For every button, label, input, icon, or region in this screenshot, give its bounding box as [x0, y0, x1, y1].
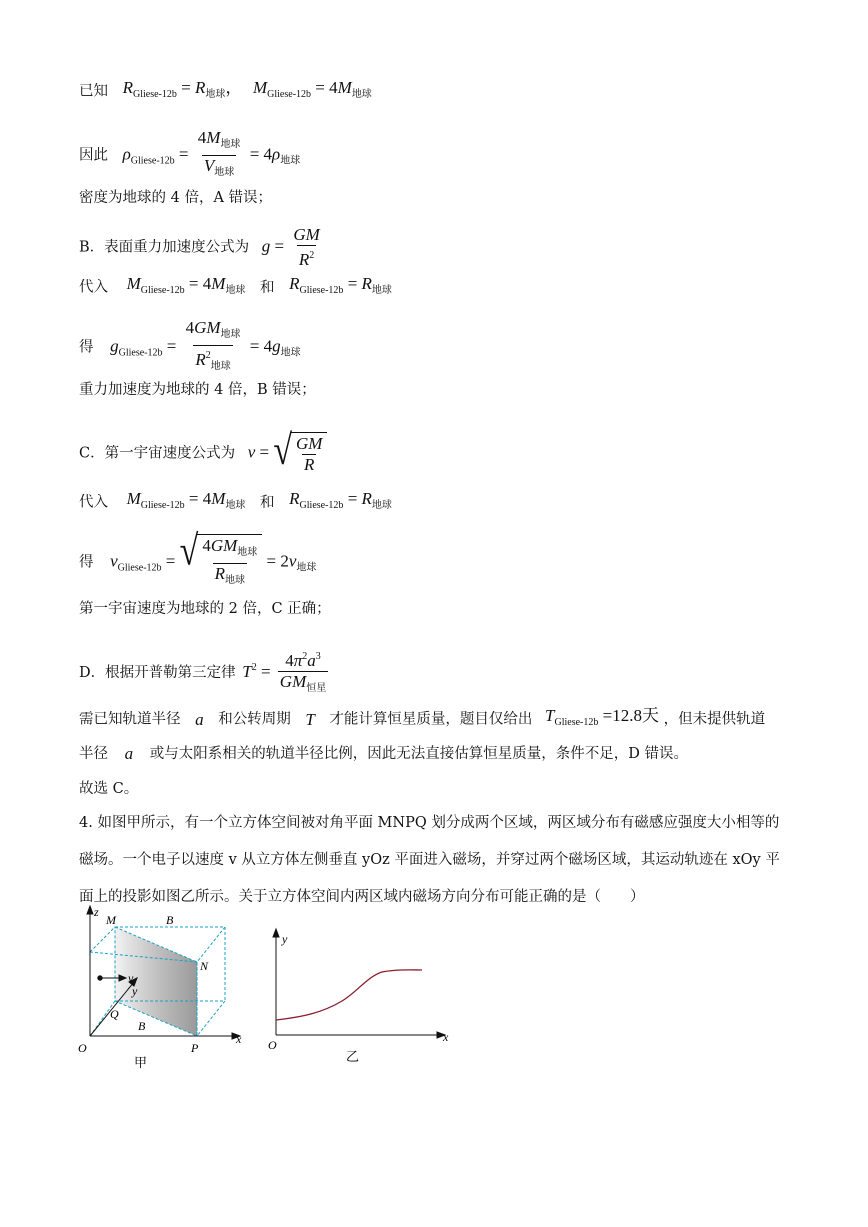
kepler-fraction: $\frac{4\pi^2a^3}{GM_{恒星}}$ [278, 647, 328, 699]
label-x: x [443, 1030, 449, 1044]
question-4-text: 4. 如图甲所示，有一个立方体空间被对角平面 MNPQ 划分成两个区域，两区域分布有磁感应强度大小相等的磁场。一个电子以速度 v 从立方体左侧垂直 yOz 平面进入磁场，并穿过两个磁场区域，其运动轨迹在 xOy 平面上的投影如图乙所示。关于立方体空间内两区域内磁场方向分布可能正确的是（ ） [79, 815, 780, 905]
mass-equation: $M_{Gliese-12b} = 4M_{地球}$ [252, 78, 372, 100]
earth-sub: 地球 [205, 89, 226, 100]
gliese-sub: Gliese-12b [117, 562, 162, 574]
label-o: O [268, 1038, 277, 1052]
density-line [79, 128, 300, 183]
label-y: y [132, 984, 138, 998]
label-b-top: B [166, 913, 174, 927]
earth-sub: 地球 [220, 329, 241, 340]
option-c-formula [79, 427, 327, 475]
earth-sub: 地球 [351, 89, 372, 100]
velocity-sqrt: √ $\frac{GM}{R}$ [273, 432, 327, 475]
velocity-result-sqrt: √ $\frac{4GM_{地球}}{R_{地球}}$ [180, 534, 263, 591]
substitute-label: 代入 [79, 494, 108, 511]
density-conclusion: 密度为地球的 4 倍，A 错误； [79, 190, 273, 206]
caption-yi: 乙 [346, 1049, 360, 1064]
label-y: y [282, 932, 288, 946]
label-z: z [94, 905, 99, 919]
result-label: 得 [79, 339, 94, 356]
label-m: M [106, 913, 116, 927]
label-n: N [200, 959, 209, 973]
gliese-sub: Gliese-12b [140, 500, 185, 511]
substitute-line-1 [79, 274, 392, 301]
earth-sub: 地球 [280, 155, 301, 167]
gravity-result: $g_{Gliese-12b}$ = $\frac{4GM_{地球}}{R^2_{地球}}$ = $4g_{地球}$ [110, 318, 301, 377]
star-sub: 恒星 [306, 683, 327, 694]
gliese-sub: Gliese-12b [140, 285, 185, 296]
gliese-sub: Gliese-12b [554, 717, 599, 728]
trajectory-curve [276, 970, 422, 1020]
period-text-b: 和公转周期 [218, 711, 291, 728]
symbol-a: a [124, 744, 134, 763]
and-label: 和 [260, 279, 275, 296]
gliese-sub: Gliese-12b [299, 500, 344, 511]
symbol-t: T [305, 709, 315, 729]
option-d-formula [79, 647, 331, 699]
period-text-d: ，但未提供轨道 [663, 711, 766, 728]
radius-substitution: $R_{Gliese-12b} = R_{地球}$ [289, 274, 392, 296]
therefore-label: 因此 [79, 147, 108, 164]
label-o: O [78, 1041, 87, 1055]
earth-sub: 地球 [296, 562, 317, 574]
density-fraction: $\frac{4M_{地球}}{V_{地球}}$ [196, 128, 243, 183]
gravity-formula: g = $\frac{GM}{R^2}$ [261, 225, 320, 269]
period-text-a: 需已知轨道半径 [79, 711, 181, 728]
gliese-sub: Gliese-12b [118, 347, 163, 359]
velocity-formula: v = √ $\frac{GM}{R}$ [248, 432, 328, 475]
figure-trajectory [262, 925, 462, 1070]
answer-line: 故选 C。 [79, 781, 139, 797]
label-x: x [236, 1032, 242, 1046]
velocity-result-fraction: $\frac{4GM_{地球}}{R_{地球}}$ [200, 536, 259, 591]
radius-substitution: $R_{Gliese-12b} = R_{地球}$ [289, 489, 392, 511]
symbol-a: a [195, 709, 204, 729]
option-c-label: C．第一宇宙速度公式为 [79, 445, 236, 462]
gravity-conclusion: 重力加速度为地球的 4 倍，B 错误； [79, 382, 316, 398]
trajectory-axes [273, 929, 445, 1038]
earth-sub: 地球 [214, 167, 235, 178]
figure-cube [70, 902, 260, 1072]
gliese-sub: Gliese-12b [299, 285, 344, 296]
result-label: 得 [79, 554, 94, 571]
gravity-result-fraction: $\frac{4GM_{地球}}{R^2_{地球}}$ [184, 318, 243, 377]
period-value-eq: $T_{Gliese-12b} =12.8$天 [545, 706, 659, 728]
period-value: 12.8天 [612, 706, 659, 725]
gliese-sub: Gliese-12b [133, 89, 177, 100]
radius-equation: $R_{Gliese-12b} = R_{地球}$， [122, 78, 243, 100]
gliese-sub: Gliese-12b [267, 89, 312, 100]
kepler-formula: $T^2$ = $\frac{4\pi^2a^3}{GM_{恒星}}$ [242, 647, 331, 699]
velocity-conclusion: 第一宇宙速度为地球的 2 倍，C 正确； [79, 601, 331, 617]
radius-line [79, 744, 688, 764]
earth-sub: 地球 [210, 361, 231, 372]
gliese-sub: Gliese-12b [130, 155, 175, 167]
label-q: Q [110, 1007, 119, 1021]
density-equation: $\rho_{Gliese-12b}$ = $\frac{4M_{地球}}{V_{地球}}$ = $4\rho_{地球}$ [123, 128, 301, 183]
mass-substitution: $M_{Gliese-12b} = 4M_{地球}$ [126, 274, 246, 296]
velocity-arrow [98, 975, 126, 981]
earth-sub: 地球 [224, 575, 245, 586]
velocity-result-line [79, 528, 317, 591]
option-b-label: B．表面重力加速度公式为 [79, 239, 250, 256]
earth-sub: 地球 [237, 547, 258, 558]
and-label: 和 [260, 494, 275, 511]
velocity-fraction: $\frac{GM}{R}$ [296, 434, 323, 474]
substitute-line-2 [79, 489, 392, 516]
label-p: P [191, 1041, 199, 1055]
label-b-bottom: B [138, 1019, 146, 1033]
velocity-result: $v_{Gliese-12b}$ = √ $\frac{4GM_{地球}}{R_{地球}}$ = $2v_{地球}$ [110, 534, 316, 591]
mass-substitution: $M_{Gliese-12b} = 4M_{地球}$ [126, 489, 246, 511]
period-text-c: 才能计算恒星质量，题目仅给出 [329, 711, 533, 728]
substitute-label: 代入 [79, 279, 108, 296]
period-line [79, 706, 765, 733]
earth-sub: 地球 [371, 500, 392, 511]
earth-sub: 地球 [280, 347, 301, 359]
radius-text-a: 半径 [79, 746, 108, 762]
given-line [79, 78, 372, 105]
gravity-result-line [79, 318, 301, 377]
earth-sub: 地球 [225, 500, 246, 511]
label-v: v [128, 971, 134, 985]
given-label: 已知 [79, 83, 108, 100]
option-b-formula [79, 225, 325, 270]
option-d-label: D．根据开普勒第三定律 [79, 665, 236, 681]
caption-jia: 甲 [134, 1055, 148, 1070]
gravity-fraction: $\frac{GM}{R^2}$ [293, 225, 320, 269]
radius-text-b: 或与太阳系相关的轨道半径比例，因此无法直接估算恒星质量，条件不足，D 错误。 [149, 746, 688, 762]
earth-sub: 地球 [220, 139, 241, 150]
earth-sub: 地球 [371, 285, 392, 296]
earth-sub: 地球 [225, 285, 246, 296]
